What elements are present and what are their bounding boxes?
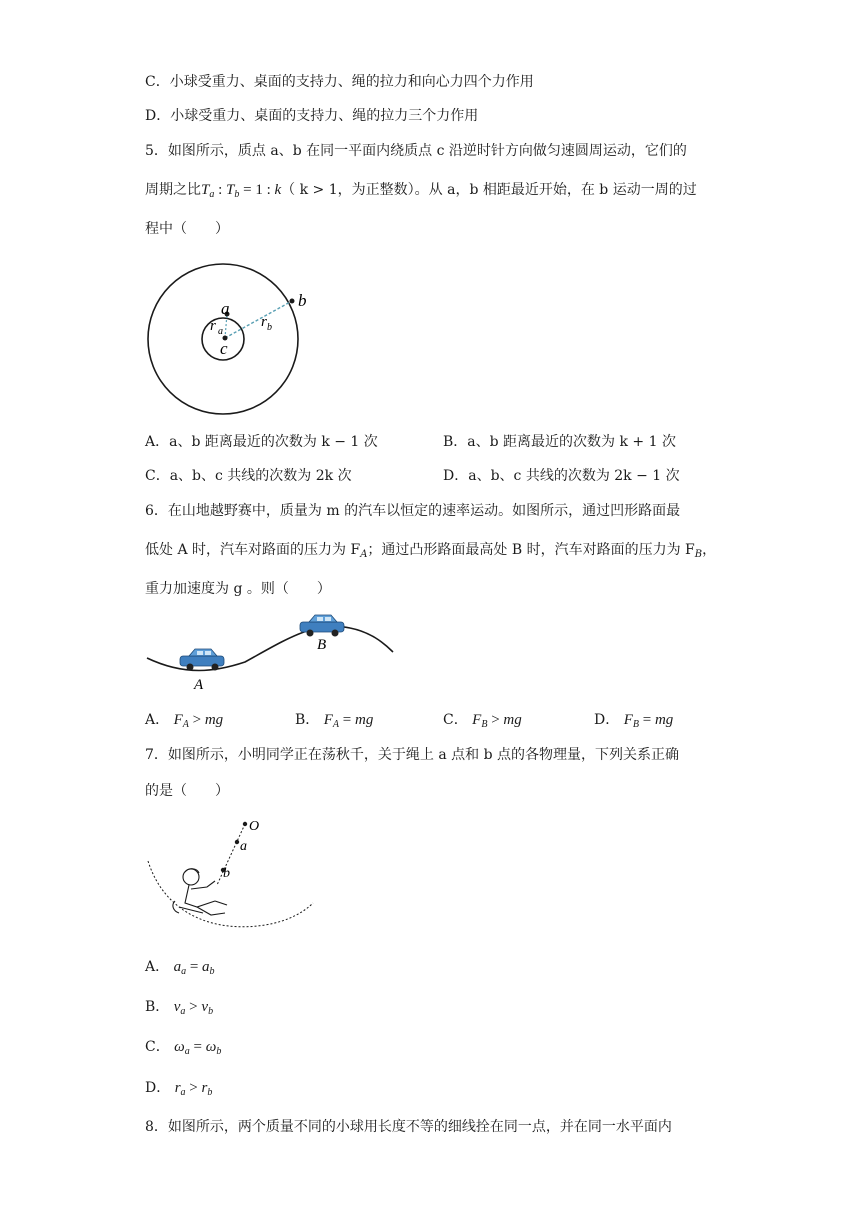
- point-b: [290, 299, 295, 304]
- svg-text:a: a: [218, 326, 223, 337]
- q6-option-d: D． $F_B$ = mg: [594, 712, 674, 730]
- q6-stem-line1: 6．在山地越野赛中，质量为 m 的汽车以恒定的速率运动。如图所示，通过凹形路面最: [145, 503, 681, 519]
- q7-stem-line1: 7．如图所示，小明同学正在荡秋千，关于绳上 a 点和 b 点的各物理量，下列关系正确: [145, 747, 680, 763]
- svg-text:b: b: [267, 322, 272, 333]
- q6-option-a: A． $F_A$ > mg: [145, 712, 224, 730]
- q5-option-d: D．a、b、c 共线的次数为 2k − 1 次: [443, 468, 680, 484]
- car-a-icon: [180, 649, 224, 671]
- q5-stem-line1: 5．如图所示，质点 a、b 在同一平面内绕质点 c 沿逆时针方向做匀速圆周运动，它们的: [145, 143, 687, 159]
- q5-option-a: A．a、b 距离最近的次数为 k − 1 次: [145, 434, 378, 450]
- label-O: O: [249, 819, 260, 834]
- q4-option-d: D．小球受重力、桌面的支持力、绳的拉力三个力作用: [145, 108, 479, 124]
- q6-stem-line3: 重力加速度为 g 。则（ ）: [145, 581, 331, 597]
- label-rb: r: [261, 314, 267, 330]
- q4-option-c: C．小球受重力、桌面的支持力、绳的拉力和向心力四个力作用: [145, 74, 534, 90]
- q7-option-c: C． $\omega_a = \omega_b$: [145, 1039, 222, 1057]
- label-ra: r: [210, 318, 216, 334]
- child-on-swing-icon: [173, 869, 227, 915]
- q6-stem-line2: 低处 A 时，汽车对路面的压力为 $F_A$；通过凸形路面最高处 B 时，汽车对路面的压力为 $F_B$，: [145, 542, 717, 560]
- point-O: [243, 822, 247, 826]
- q6-option-b: B． $F_A$ = mg: [295, 712, 374, 730]
- rb-line: [225, 301, 292, 338]
- label-B: B: [317, 637, 327, 653]
- q7-stem-line2: 的是（ ）: [145, 783, 229, 799]
- q7-option-a: A． $a_a = a_b$: [145, 959, 215, 977]
- q7-swing-figure: [145, 815, 325, 935]
- q5-stem-line2: 周期之比$T_a$ : $T_b = 1$ : k（ k > 1，为正整数）。从 a，b 相距最近开始，在 b 运动一周的过: [145, 182, 697, 200]
- car-b-icon: [300, 615, 344, 637]
- label-a: a: [221, 299, 230, 318]
- q5-option-b: B．a、b 距离最近的次数为 k + 1 次: [443, 434, 676, 450]
- q6-road-figure: [145, 610, 405, 695]
- swing-arc: [148, 861, 313, 927]
- q5-orbit-figure: [145, 255, 315, 415]
- label-c: c: [220, 339, 228, 358]
- label-b: b: [298, 291, 307, 310]
- q5-stem-line3: 程中（ ）: [145, 221, 229, 237]
- swing-rope: [217, 824, 245, 885]
- q7-option-b: B． $v_a > v_b$: [145, 999, 214, 1017]
- q7-option-d: D． $r_a > r_b$: [145, 1080, 213, 1098]
- point-a: [235, 840, 239, 844]
- label-A: A: [194, 677, 204, 693]
- label-b: b: [223, 866, 230, 881]
- q6-option-c: C． $F_B$ > mg: [443, 712, 522, 730]
- label-a: a: [240, 839, 247, 854]
- q8-stem-line1: 8．如图所示，两个质量不同的小球用长度不等的细线拴在同一点，并在同一水平面内: [145, 1119, 672, 1135]
- q5-option-c: C．a、b、c 共线的次数为 2k 次: [145, 468, 352, 484]
